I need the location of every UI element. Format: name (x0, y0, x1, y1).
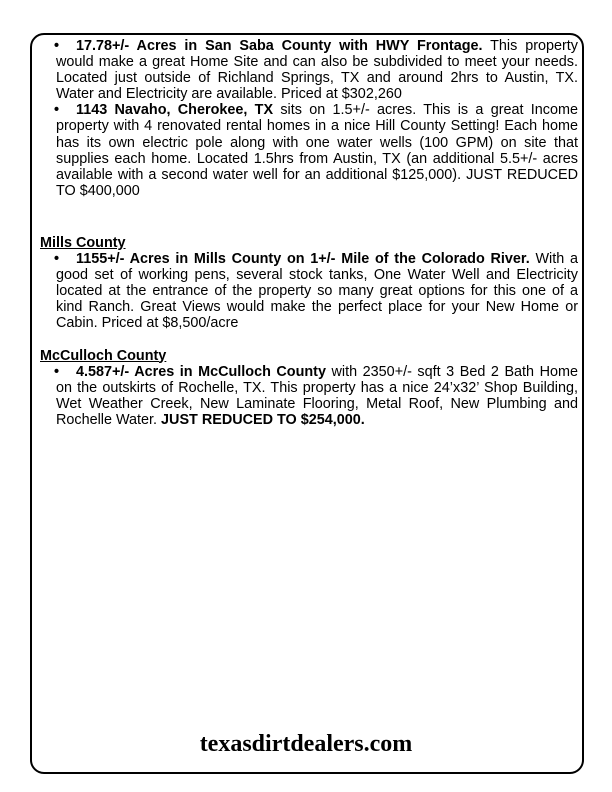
bullet: • (54, 38, 60, 54)
listing-body: sits on 1.5+/- acres. This is a great Income property with 4 renovated rental homes in a nice Hill County Setting! Each home has its own electric pole along with one water wells (100 GPM) on site that supplies each home. Located 1.5hrs from Austin, TX (an additional 5.5+/- acres available with a second water well for an additional $125,000). JUST REDUCED TO $400,000 (56, 102, 578, 199)
listing-mcculloch (40, 364, 578, 428)
listing-body: This property would make a great Home Site and can also be subdivided to meet your needs. Located just outside of Richland Springs, TX and around 2hrs to Austin, TX. Water and Electricity are available. Priced at $302,260 (56, 38, 578, 103)
listing-title: 1155+/- Acres in Mills County on 1+/- Mile of the Colorado River. (76, 251, 530, 268)
section-heading-mills: Mills County (40, 234, 126, 251)
listing-body: with 2350+/- sqft 3 Bed 2 Bath Home on the outskirts of Rochelle, TX. This property has a nice 24’x32’ Shop Building, Wet Weather Creek, New Laminate Flooring, Metal Roof, New Plumbing and Rochelle Water. (56, 363, 578, 428)
listings-content (40, 38, 578, 428)
listing-body: With a good set of working pens, several stock tanks, One Water Well and Electricity located at the entrance of the property so many great options for this one of a kind Ranch. Great Views would make the perfect place for your New Home or Cabin. Priced at $8,500/acre (56, 251, 578, 332)
listing-mills (40, 251, 578, 331)
listing-price: JUST REDUCED TO $254,000. (161, 411, 365, 428)
listing-cherokee (40, 102, 578, 199)
section-heading-mcculloch: McCulloch County (40, 347, 167, 364)
bullet: • (54, 102, 60, 119)
listing-title: 4.587+/- Acres in McCulloch County (76, 363, 326, 380)
bullet: • (54, 363, 60, 380)
bullet: • (54, 251, 60, 268)
listing-title: 17.78+/- Acres in San Saba County with HWY Frontage. (76, 38, 483, 54)
listing-title: 1143 Navaho, Cherokee, TX (76, 102, 274, 119)
listing-san-saba (40, 38, 578, 102)
website-footer: texasdirtdealers.com (199, 731, 413, 757)
